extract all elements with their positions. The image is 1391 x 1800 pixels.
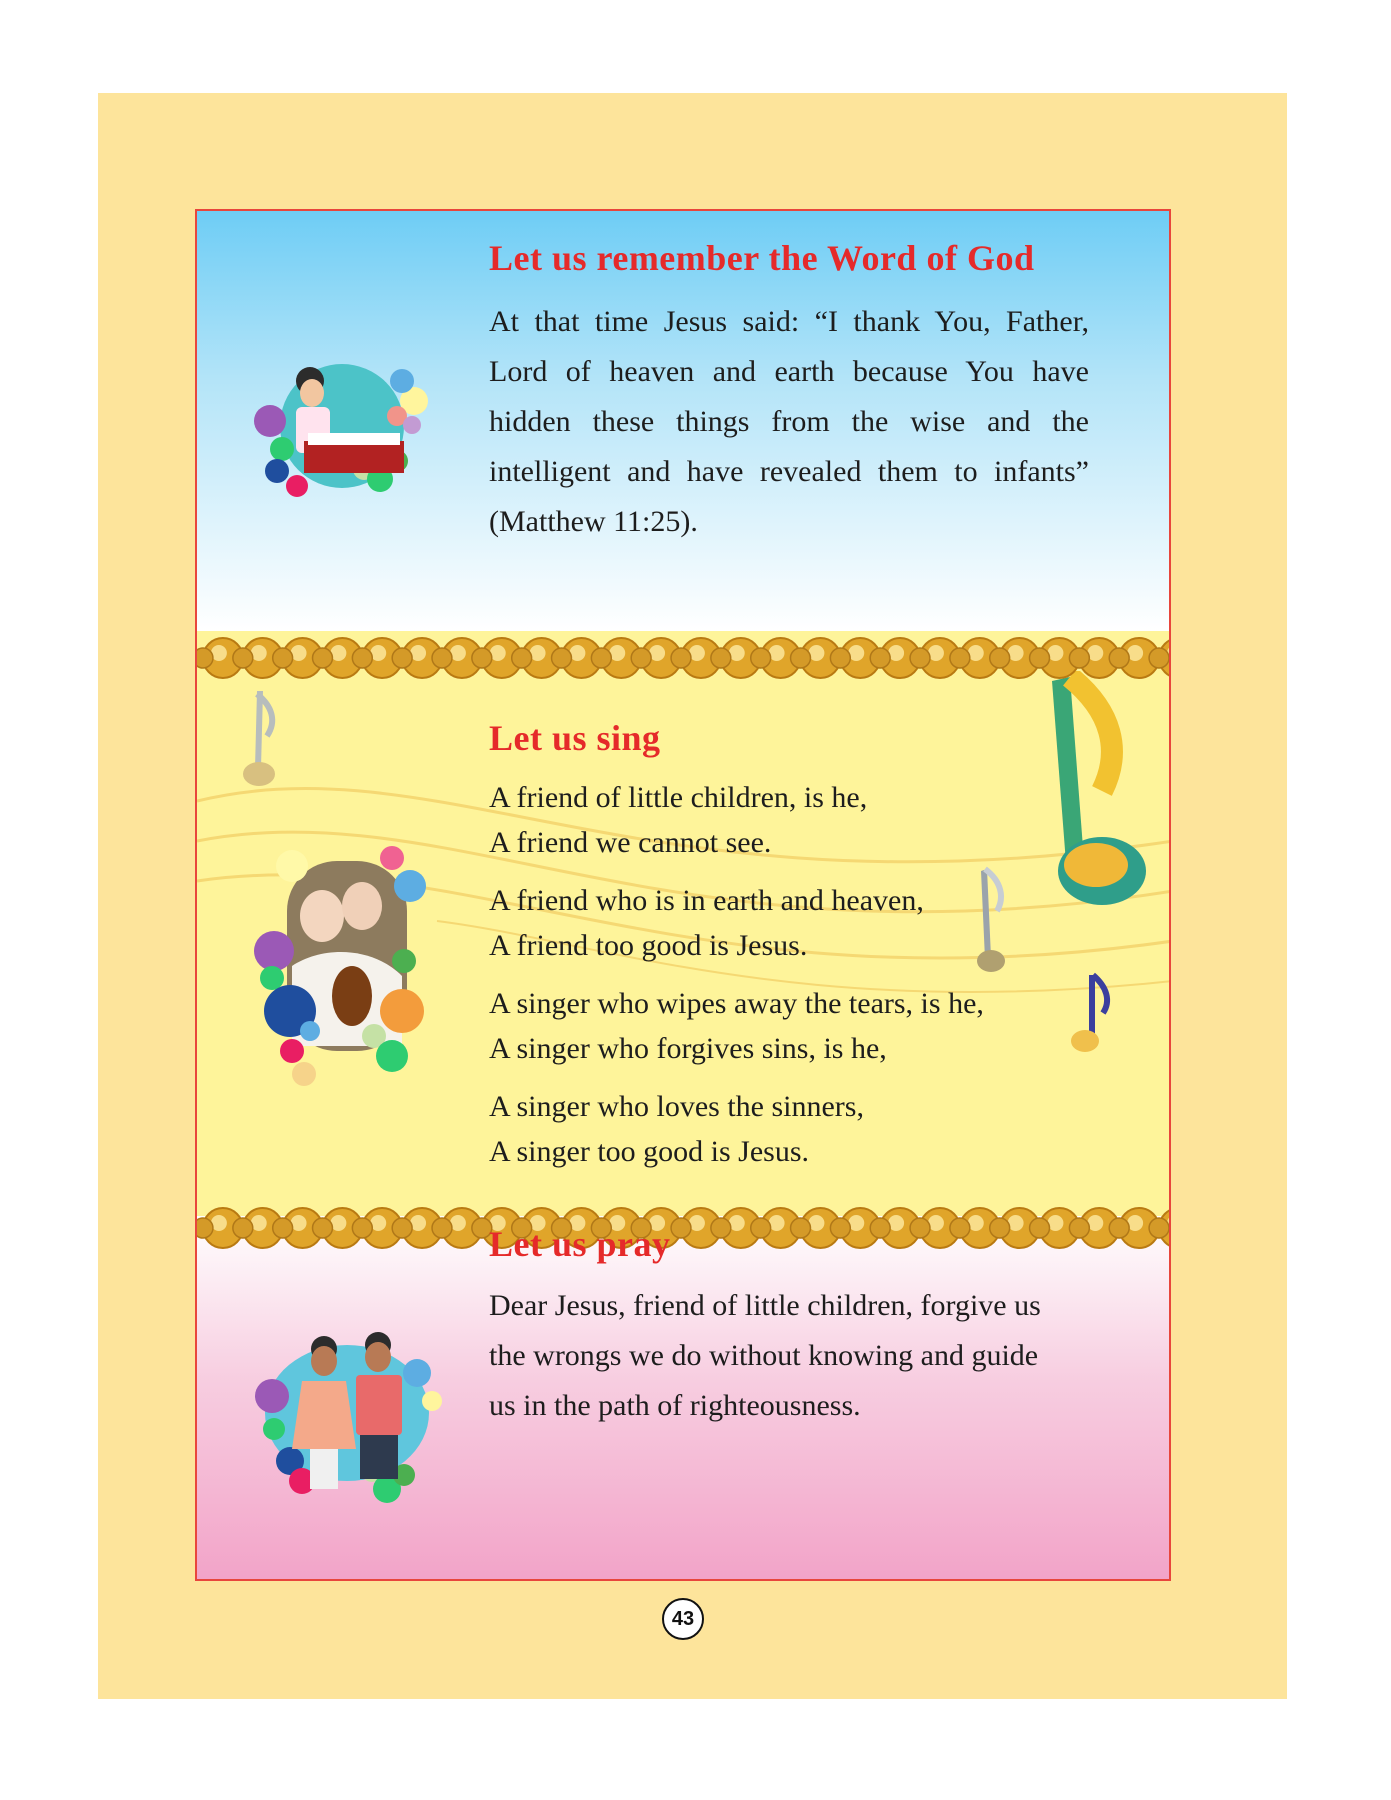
gold-bead-small: [432, 1218, 452, 1238]
song-stanza-2: [489, 878, 1089, 968]
gold-bead-small: [950, 1218, 970, 1238]
gold-bead-small: [1069, 648, 1089, 668]
sing-heading: Let us sing: [489, 718, 661, 758]
gold-bead-small: [472, 648, 492, 668]
pray-heading: Let us pray: [489, 1224, 671, 1264]
gold-bead-small: [870, 648, 890, 668]
music-note-icon: [237, 686, 287, 796]
gold-bead-small: [1069, 1218, 1089, 1238]
gold-bead-small: [910, 1218, 930, 1238]
gold-bead-small: [352, 648, 372, 668]
gold-bead-small: [950, 648, 970, 668]
gold-bead-small: [233, 1218, 253, 1238]
content-frame: [195, 209, 1171, 1581]
song-line: A friend we cannot see.: [489, 826, 772, 859]
gold-bead-small: [197, 1218, 213, 1238]
gold-bead-small: [313, 1218, 333, 1238]
song-stanza-3: [489, 981, 1089, 1071]
gold-bead-small: [1109, 1218, 1129, 1238]
word-of-god-heading: Let us remember the Word of God: [489, 238, 1035, 278]
gold-bead-small: [512, 648, 532, 668]
angels-playing-violin-illustration: [252, 846, 437, 1086]
song-line: A singer who forgives sins, is he,: [489, 1032, 887, 1065]
prayer-text: Dear Jesus, friend of little children, forgive us the wrongs we do without knowing and guide us in the path of righteousness.: [489, 1289, 1041, 1422]
gold-bead-border: [197, 1201, 1169, 1255]
gold-bead-small: [1030, 648, 1050, 668]
gold-bead-small: [910, 648, 930, 668]
gold-bead-small: [791, 1218, 811, 1238]
gold-bead-small: [552, 648, 572, 668]
gold-bead-small: [352, 1218, 372, 1238]
song-line: A singer who wipes away the tears, is he,: [489, 987, 984, 1020]
gold-bead-small: [432, 648, 452, 668]
gold-bead-border: [197, 631, 1169, 685]
gold-bead-small: [830, 648, 850, 668]
gold-bead-small: [313, 648, 333, 668]
page-number: 43: [662, 1598, 704, 1640]
gold-bead-small: [671, 648, 691, 668]
gold-bead-small: [1149, 648, 1169, 668]
song-line: A singer too good is Jesus.: [489, 1135, 810, 1168]
gold-bead-small: [711, 1218, 731, 1238]
gold-bead-small: [791, 648, 811, 668]
gold-bead-small: [671, 1218, 691, 1238]
song-line: A singer who loves the sinners,: [489, 1090, 864, 1123]
gold-bead-small: [711, 648, 731, 668]
gold-bead-small: [1109, 648, 1129, 668]
gold-bead-small: [990, 648, 1010, 668]
gold-bead-small: [197, 648, 213, 668]
song-stanza-1: [489, 775, 1089, 865]
gold-bead-small: [273, 1218, 293, 1238]
gold-bead-small: [273, 648, 293, 668]
gold-bead-small: [392, 648, 412, 668]
gold-bead-small: [233, 648, 253, 668]
scripture-quote: At that time Jesus said: “I thank You, Father, Lord of heaven and earth because You have hidden these things from the wise and the intelligent and have revealed them to infants” (Matthew 11:25).: [489, 305, 1089, 538]
gold-bead-small: [990, 1218, 1010, 1238]
gold-bead-small: [631, 648, 651, 668]
gold-bead-small: [1030, 1218, 1050, 1238]
gold-bead-small: [1149, 1218, 1169, 1238]
gold-bead-small: [830, 1218, 850, 1238]
gold-bead-small: [751, 1218, 771, 1238]
song-line: A friend of little children, is he,: [489, 781, 868, 814]
song-line: A friend too good is Jesus.: [489, 929, 808, 962]
gold-bead-small: [392, 1218, 412, 1238]
gold-bead-small: [751, 648, 771, 668]
gold-bead-small: [591, 648, 611, 668]
praying-children-illustration: [252, 1331, 442, 1506]
gold-bead-small: [870, 1218, 890, 1238]
girl-reading-bible-illustration: [252, 361, 432, 501]
song-line: A friend who is in earth and heaven,: [489, 884, 924, 917]
song-stanza-4: [489, 1084, 1089, 1174]
